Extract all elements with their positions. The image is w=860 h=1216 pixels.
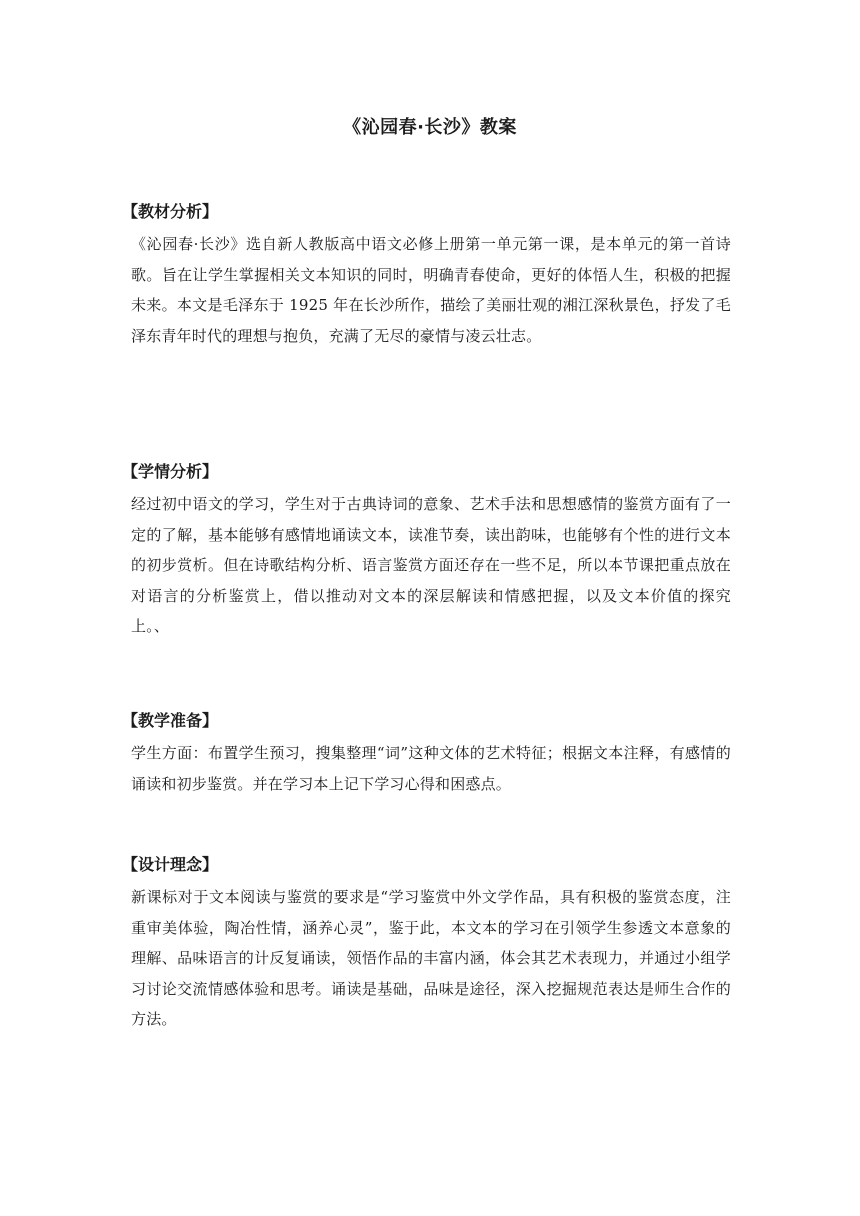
section-body: 《沁园春·长沙》选自新人教版高中语文必修上册第一单元第一课，是本单元的第一首诗歌。旨在让学生掌握相关文本知识的同时，明确青春使命，更好的体悟人生，积极的把握未来。本文是毛泽东于 1925 年在长沙所作，描绘了美丽壮观的湘江深秋景色，抒发了毛泽东青年时代的理想与抱负，充满了无尽的豪情与凌云壮志。	[131, 235, 731, 345]
section-heading: 【学情分析】	[122, 462, 219, 481]
section-body: 学生方面：布置学生预习，搜集整理“词”这种文体的艺术特征；根据文本注释，有感情的诵读和初步鉴赏。并在学习本上记下学习心得和困惑点。	[131, 744, 731, 793]
section-heading: 【教材分析】	[122, 202, 219, 221]
section-teaching-preparation	[122, 708, 731, 799]
section-body: 经过初中语文的学习，学生对于古典诗词的意象、艺术手法和思想感情的鉴赏方面有了一定的了解，基本能够有感情地诵读文本，读准节奏，读出韵味，也能够有个性的进行文本的初步赏析。但在诗歌结构分析、语言鉴赏方面还存在一些不足，所以本节课把重点放在对语言的分析鉴赏上，借以推动对文本的深层解读和情感把握，以及文本价值的探究上。、	[131, 495, 731, 636]
section-heading: 【设计理念】	[122, 855, 219, 874]
section-teaching-material-analysis	[122, 199, 731, 351]
section-student-analysis	[122, 459, 731, 642]
section-heading: 【教学准备】	[122, 711, 219, 730]
section-body: 新课标对于文本阅读与鉴赏的要求是“学习鉴赏中外文学作品，具有积极的鉴赏态度，注重审美体验，陶冶性情，涵养心灵”，鉴于此，本文本的学习在引领学生参透文本意象的理解、品味语言的计反复诵读，领悟作品的丰富内涵，体会其艺术表现力，并通过小组学习讨论交流情感体验和思考。诵读是基础，品味是途径，深入挖掘规范表达是师生合作的方法。	[131, 888, 731, 1029]
section-design-concept	[122, 852, 731, 1035]
document-title: 《沁园春·长沙》教案	[343, 117, 517, 138]
